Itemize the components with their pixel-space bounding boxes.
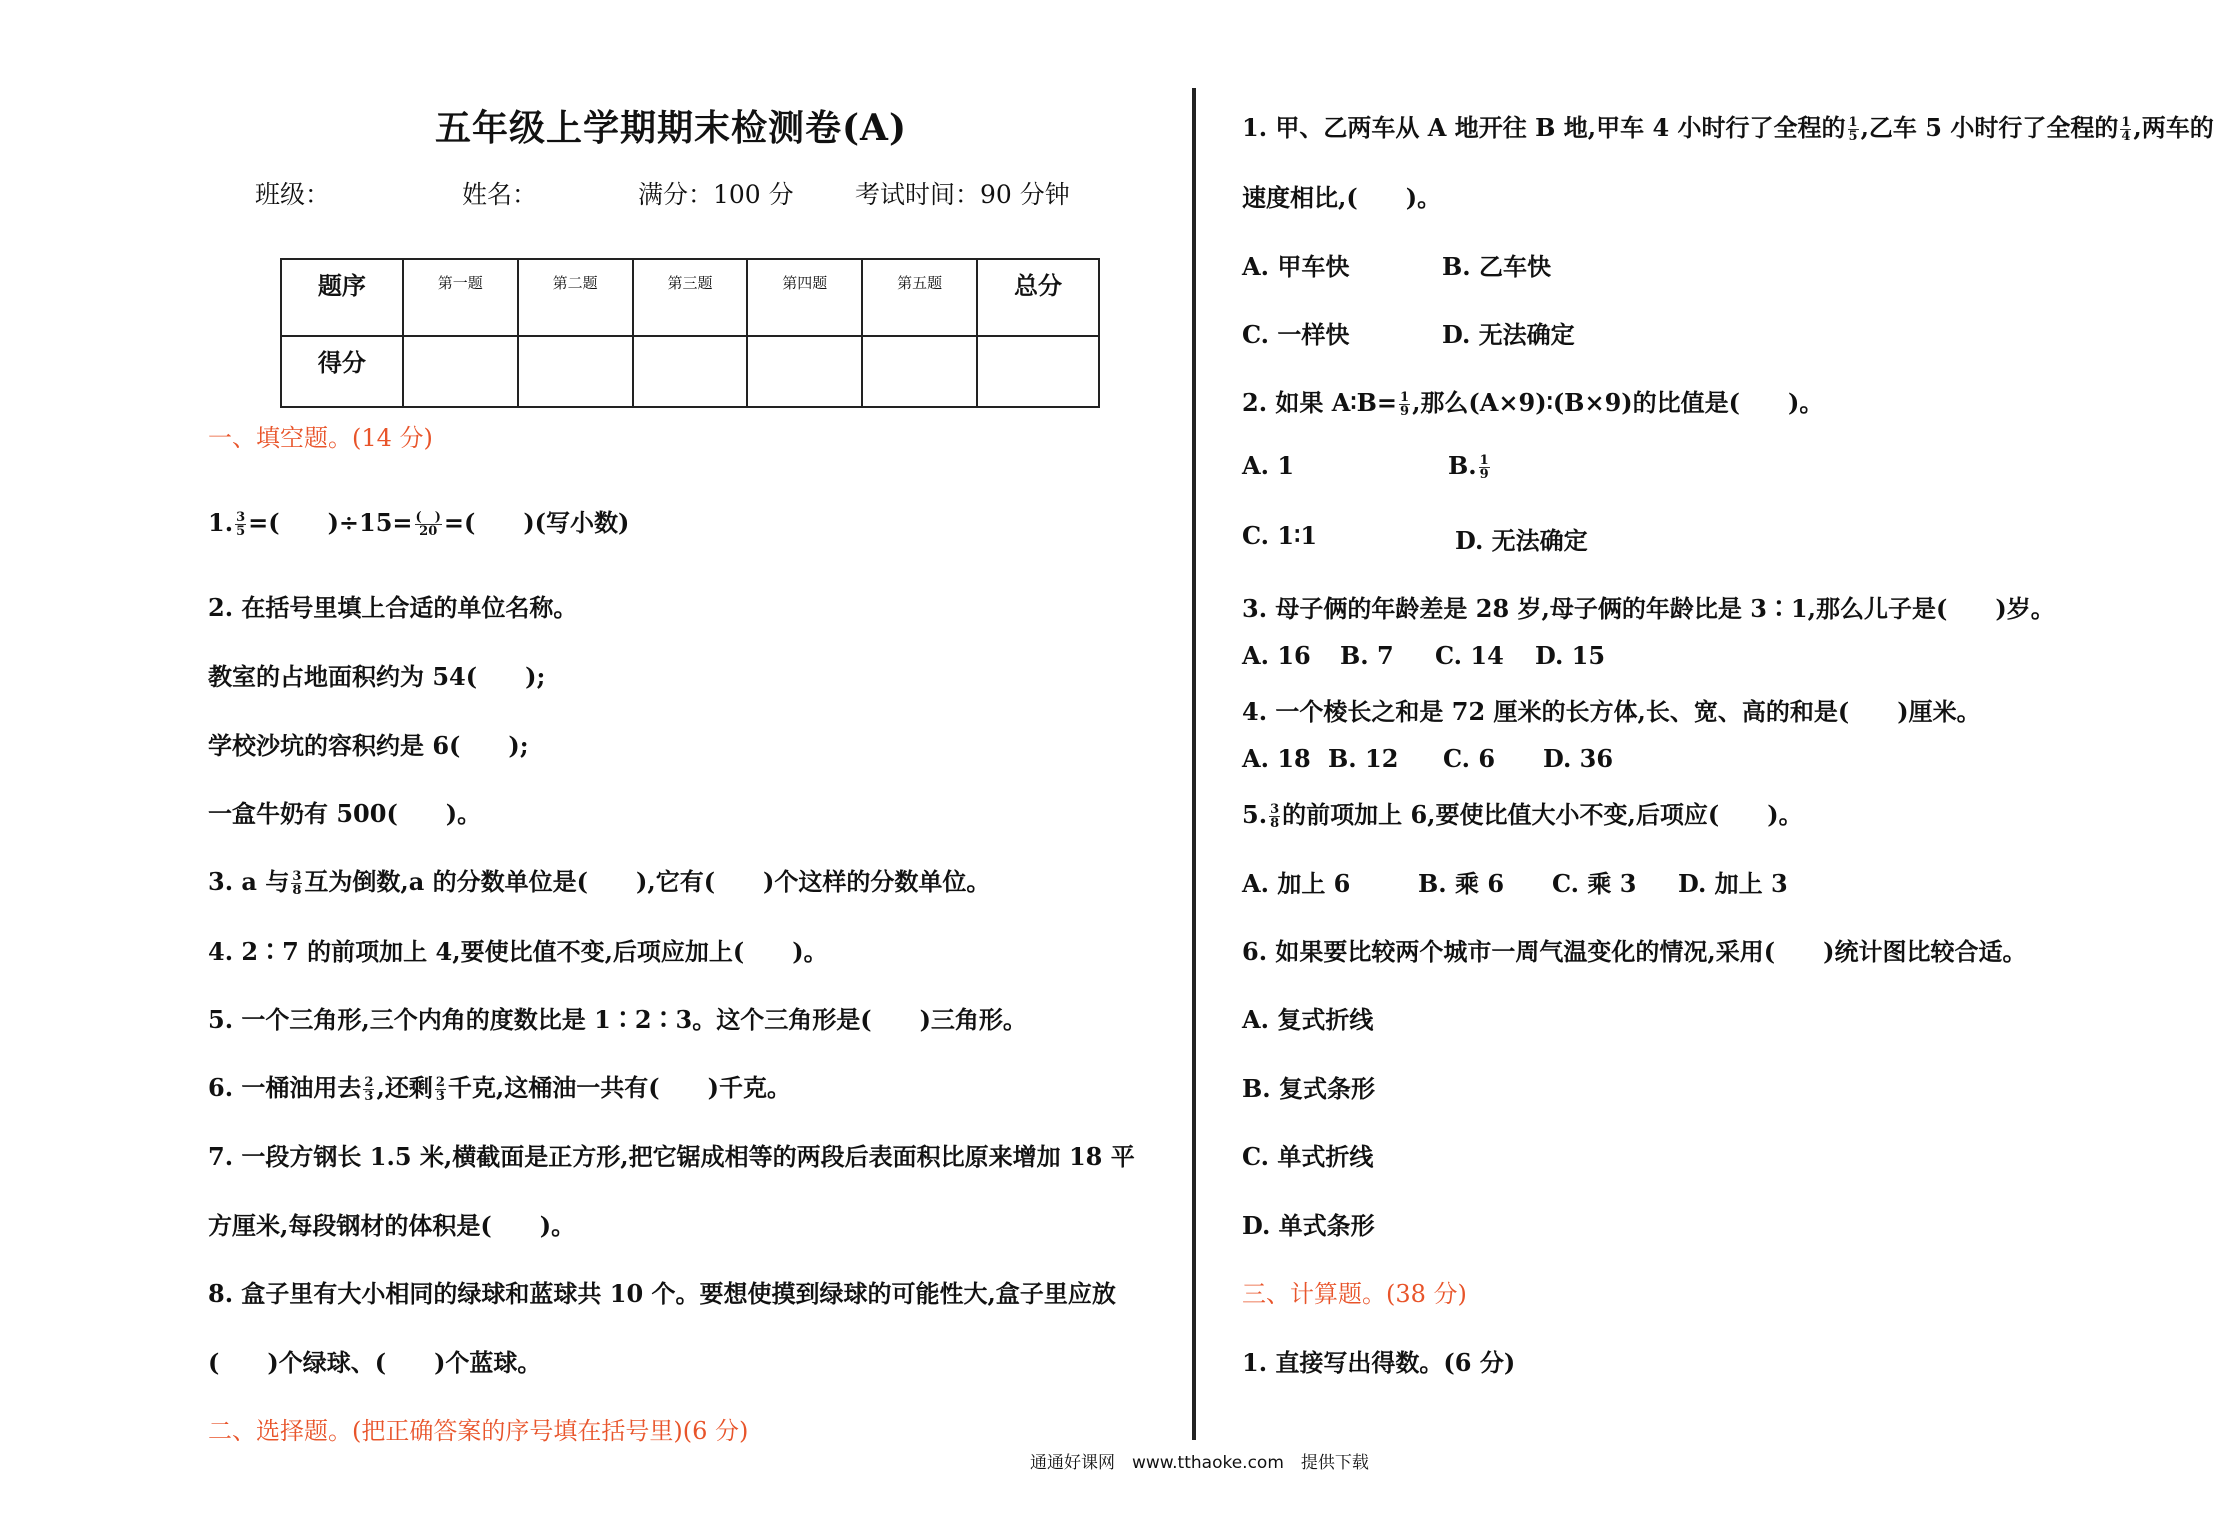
question-fill-1 [208,503,629,538]
question-fill-8a: 8. 盒子里有大小相同的绿球和蓝球共 10 个。要想使摸到绿球的可能性大,盒子里应放 [208,1279,1116,1308]
option-b[interactable]: B. 复式条形 [1242,1074,1375,1103]
option-a[interactable]: A. 加上 6 [1242,869,1351,898]
question-fill-5: 5. 一个三角形,三个内角的度数比是 1∶2∶3。这个三角形是( )三角形。 [208,1005,1027,1034]
option-b[interactable]: B. 7 [1340,641,1394,670]
denominator: 9 [1400,404,1410,419]
option-a[interactable]: A. 1 [1242,451,1295,480]
text: 千克,这桶油一共有( )千克。 [447,1073,791,1102]
option-c[interactable]: C. 6 [1443,744,1496,773]
question-choice-5 [1242,795,1803,830]
exam-title: 五年级上学期期末检测卷(A) [435,107,907,149]
question-fill-2: 2. 在括号里填上合适的单位名称。 [208,593,578,622]
denominator: 5 [1848,129,1858,144]
denominator: 9 [1479,467,1489,482]
fraction [1269,803,1280,830]
option-d[interactable]: D. 单式条形 [1242,1211,1375,1240]
table-cell: 得分 [281,336,403,407]
text: 的前项加上 6,要使比值大小不变,后项应( )。 [1282,800,1803,829]
score-cell[interactable] [633,336,748,407]
numerator: 2 [435,1075,445,1090]
fraction [435,1076,446,1103]
question-fill-3 [208,862,990,897]
table-cell: 第四题 [747,259,862,336]
score-table-score-row [281,336,1099,407]
fraction [415,511,442,538]
text: 1. 甲、乙两车从 A 地开往 B 地,甲车 4 小时行了全程的 [1242,113,1846,142]
option-b[interactable]: B. 12 [1328,744,1399,773]
numerator: 3 [236,510,246,525]
fraction [1848,116,1859,143]
numerator: 2 [364,1075,374,1090]
option-b[interactable] [1448,451,1492,481]
option-d[interactable]: D. 无法确定 [1455,526,1588,555]
text: 1. [208,508,234,537]
numerator: 1 [2121,115,2131,130]
text: 2. 如果 A∶B= [1242,388,1398,417]
table-cell: 第一题 [403,259,518,336]
table-cell: 第五题 [862,259,977,336]
question-choice-6: 6. 如果要比较两个城市一周气温变化的情况,采用( )统计图比较合适。 [1242,937,2027,966]
question-calc-1: 1. 直接写出得数。(6 分) [1242,1348,1516,1377]
question-choice-1 [1242,108,2214,143]
numerator: 3 [292,869,302,884]
full-score-label: 满分：100 分 [638,180,794,209]
option-d[interactable]: D. 无法确定 [1442,320,1575,349]
option-a[interactable]: A. 复式折线 [1242,1005,1374,1034]
question-choice-4: 4. 一个棱长之和是 72 厘米的长方体,长、宽、高的和是( )厘米。 [1242,697,1981,726]
option-c[interactable]: C. 单式折线 [1242,1142,1374,1171]
fraction [1479,454,1490,481]
numerator: 1 [1479,453,1489,468]
fraction [291,870,302,897]
question-fill-2c: 一盒牛奶有 500( )。 [208,799,482,828]
denominator: 3 [364,1089,374,1104]
text: 3. a 与 [208,867,290,896]
score-cell[interactable] [747,336,862,407]
name-label: 姓名： [462,180,538,209]
option-b[interactable]: B. 乘 6 [1418,869,1505,898]
option-c[interactable]: C. 一样快 [1242,320,1350,349]
denominator: 20 [419,524,438,539]
text: 6. 一桶油用去 [208,1073,362,1102]
class-label: 班级： [255,180,331,209]
fraction [1399,391,1410,418]
footer-credit: 通通好课网 www.tthaoke.com 提供下载 [1030,1453,1369,1473]
fraction [363,1076,374,1103]
text: ,乙车 5 小时行了全程的 [1860,113,2119,142]
text: ,那么(A×9)∶(B×9)的比值是( )。 [1412,388,1824,417]
option-d[interactable]: D. 15 [1535,641,1606,670]
table-cell: 第三题 [633,259,748,336]
question-fill-8b: ( )个绿球、( )个蓝球。 [208,1348,542,1377]
text: ,两车的 [2133,113,2214,142]
denominator: 8 [1270,816,1280,831]
text: 互为倒数,a 的分数单位是( ),它有( )个这样的分数单位。 [304,867,991,896]
section-fill-in-heading: 一、填空题。(14 分) [208,424,433,452]
denominator: 3 [435,1089,445,1104]
question-choice-1-cont: 速度相比,( )。 [1242,183,1442,212]
denominator: 4 [2121,129,2131,144]
text: =( )(写小数) [443,508,630,537]
question-fill-7a: 7. 一段方钢长 1.5 米,横截面是正方形,把它锯成相等的两段后表面积比原来增加 18 平 [208,1142,1135,1171]
option-d[interactable]: D. 加上 3 [1678,869,1788,898]
fraction [2120,116,2131,143]
question-fill-7b: 方厘米,每段钢材的体积是( )。 [208,1211,576,1240]
question-fill-6 [208,1068,791,1103]
score-cell[interactable] [977,336,1099,407]
score-cell[interactable] [403,336,518,407]
section-calc-heading: 三、计算题。(38 分) [1242,1280,1467,1308]
table-cell: 总分 [977,259,1099,336]
text: B. [1448,451,1477,480]
question-fill-4: 4. 2∶7 的前项加上 4,要使比值不变,后项应加上( )。 [208,937,828,966]
score-cell[interactable] [518,336,633,407]
fraction [235,511,246,538]
option-c[interactable]: C. 14 [1435,641,1504,670]
exam-time-label: 考试时间：90 分钟 [855,180,1070,209]
option-a[interactable]: A. 18 [1242,744,1311,773]
score-table-header-row [281,259,1099,336]
section-choice-heading: 二、选择题。(把正确答案的序号填在括号里)(6 分) [208,1417,749,1445]
score-table [280,258,1100,408]
text: 5. [1242,800,1268,829]
numerator: 3 [1270,802,1280,817]
option-b[interactable]: B. 乙车快 [1442,252,1551,281]
text: ,还剩 [376,1073,433,1102]
option-c[interactable]: C. 乘 3 [1552,869,1637,898]
option-c[interactable]: C. 1∶1 [1242,521,1318,550]
numerator: 1 [1400,390,1410,405]
numerator: 1 [1848,115,1858,130]
question-choice-3: 3. 母子俩的年龄差是 28 岁,母子俩的年龄比是 3∶1,那么儿子是( )岁。 [1242,594,2055,623]
question-choice-2 [1242,383,1823,418]
score-cell[interactable] [862,336,977,407]
text: =( )÷15= [248,508,413,537]
table-cell: 题序 [281,259,403,336]
option-a[interactable]: A. 16 [1242,641,1311,670]
denominator: 8 [292,883,302,898]
table-cell: 第二题 [518,259,633,336]
numerator: ( ) [415,510,441,525]
column-divider [1192,88,1196,1440]
option-d[interactable]: D. 36 [1543,744,1614,773]
question-fill-2b: 学校沙坑的容积约是 6( ); [208,731,529,760]
question-fill-2a: 教室的占地面积约为 54( ); [208,662,546,691]
option-a[interactable]: A. 甲车快 [1242,252,1350,281]
denominator: 5 [236,524,246,539]
